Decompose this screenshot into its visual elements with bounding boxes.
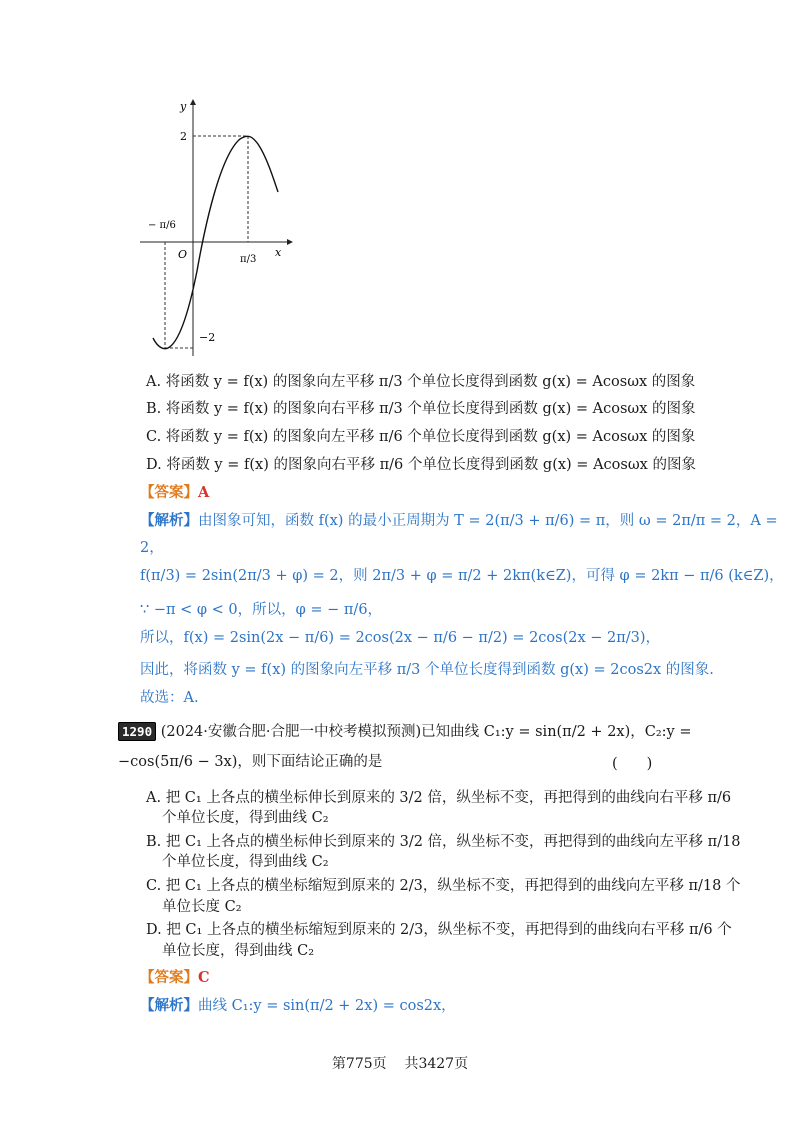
page-number: 第775页: [331, 1056, 387, 1072]
tick-x-right: π/3: [240, 254, 257, 265]
q1-option-b: B. 将函数 y = f(x) 的图象向右平移 π/3 个单位长度得到函数 g(x) = Acosωx 的图象: [146, 401, 696, 417]
q2-solution-line-1: 【解析】曲线 C₁:y = sin(π/2 + 2x) = cos2x，: [140, 997, 456, 1014]
q2-option-b-line-1: B. 把 C₁ 上各点的横坐标伸长到原来的 3/2 倍，纵坐标不变，再把得到的曲线向左平移 π/18: [146, 834, 741, 850]
answer-label: 【答案】: [140, 969, 198, 986]
q1-solution-line-2: 2，: [140, 540, 164, 556]
q1-option-a: A. 将函数 y = f(x) 的图象向左平移 π/3 个单位长度得到函数 g(x) = Acosωx 的图象: [146, 374, 696, 390]
q2-stem-line-1: 1290 (2024·安徽合肥·合肥一中校考模拟预测)已知曲线 C₁:y = sin(π/2 + 2x)，C₂:y =: [118, 722, 692, 742]
q1-solution-line-6: 因此，将函数 y = f(x) 的图象向左平移 π/3 个单位长度得到函数 g(x) = 2cos2x 的图象.: [140, 662, 714, 678]
q2-option-d-line-2: 单位长度，得到曲线 C₂: [162, 943, 315, 959]
q2-option-a-line-1: A. 把 C₁ 上各点的横坐标伸长到原来的 3/2 倍，纵坐标不变，再把得到的曲线向右平移 π/6: [146, 790, 732, 806]
q2-option-b-line-2: 个单位长度，得到曲线 C₂: [162, 854, 329, 870]
q1-answer: [140, 483, 209, 503]
q2-option-c-line-2: 单位长度 C₂: [162, 899, 242, 915]
q1-option-c: C. 将函数 y = f(x) 的图象向左平移 π/6 个单位长度得到函数 g(x) = Acosωx 的图象: [146, 429, 696, 445]
answer-label: 【答案】: [140, 484, 198, 501]
origin-label: O: [178, 248, 188, 261]
x-axis-label: x: [275, 246, 282, 259]
q1-solution-line-4: ∵ −π < φ < 0，所以，φ = − π/6，: [140, 602, 383, 618]
answer-paren: ( ): [612, 756, 653, 772]
tick-y-bottom: −2: [199, 331, 216, 344]
q2-option-c-line-1: C. 把 C₁ 上各点的横坐标缩短到原来的 2/3，纵坐标不变，再把得到的曲线向左平移 π/18 个: [146, 878, 741, 894]
page-total: 共3427页: [404, 1056, 469, 1072]
q2-answer: [140, 968, 210, 988]
solution-label: 【解析】: [140, 512, 198, 529]
q2-stem-line-2: −cos(5π/6 − 3x)，则下面结论正确的是: [118, 754, 383, 770]
y-axis-label: y: [180, 100, 187, 113]
solution-label: 【解析】: [140, 997, 198, 1014]
q1-solution-line-5: 所以，f(x) = 2sin(2x − π/6) = 2cos(2x − π/6 − π/2) = 2cos(2x − 2π/3)，: [140, 630, 661, 646]
page-footer: [0, 1053, 800, 1073]
question-number-badge: 1290: [118, 722, 156, 741]
tick-y-top: 2: [180, 130, 187, 143]
tick-x-left: − π/6: [148, 220, 176, 231]
q1-solution-line-1: 【解析】由图象可知，函数 f(x) 的最小正周期为 T = 2(π/3 + π/6) = π，则 ω = 2π/π = 2，A =: [140, 512, 778, 529]
function-graph: [140, 96, 300, 358]
q1-solution-line-7: 故选：A.: [140, 690, 199, 706]
answer-value: A: [198, 484, 210, 501]
q2-option-a-line-2: 个单位长度，得到曲线 C₂: [162, 810, 329, 826]
q1-solution-line-3: f(π/3) = 2sin(2π/3 + φ) = 2，则 2π/3 + φ = π/2 + 2kπ(k∈Z)，可得 φ = 2kπ − π/6 (k∈Z)，: [140, 568, 784, 584]
q2-option-d-line-1: D. 把 C₁ 上各点的横坐标缩短到原来的 2/3，纵坐标不变，再把得到的曲线向右平移 π/6 个: [146, 922, 732, 938]
q1-option-d: D. 将函数 y = f(x) 的图象向右平移 π/6 个单位长度得到函数 g(x) = Acosωx 的图象: [146, 457, 696, 473]
answer-value: C: [198, 969, 210, 986]
